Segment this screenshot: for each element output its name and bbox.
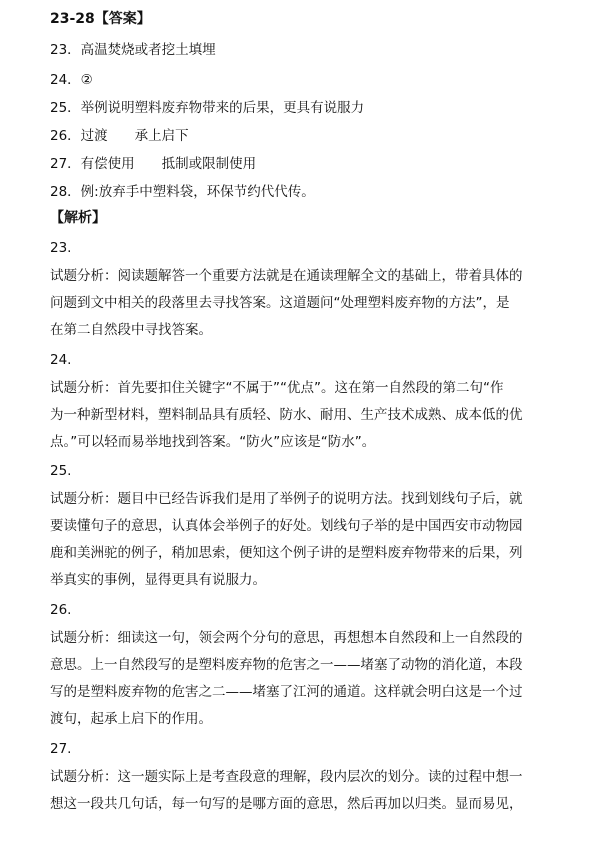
analysis-25-line-1: 试题分析：题目中已经告诉我们是用了举例子的说明方法。找到划线句子后，就 — [50, 491, 523, 507]
answer-28: 28．例:放弃手中塑料袋，环保节约代代传。 — [50, 184, 315, 200]
analysis-25-line-4: 举真实的事例，显得更具有说服力。 — [50, 572, 266, 588]
analysis-24-line-3: 点。”可以轻而易举地找到答案。“防火”应该是“防水”。 — [50, 434, 376, 450]
answer-24: 24．② — [50, 72, 93, 88]
analysis-25-number: 25. — [50, 463, 72, 479]
answer-23: 23．高温焚烧或者挖土填埋 — [50, 42, 216, 58]
analysis-27-line-1: 试题分析：这一题实际上是考查段意的理解，段内层次的划分。读的过程中想一 — [50, 769, 523, 785]
answer-27: 27．有偿使用 抵制或限制使用 — [50, 156, 257, 172]
analysis-24-number: 24. — [50, 352, 72, 368]
analysis-25-line-3: 鹿和美洲驼的例子，稍加思索，便知这个例子讲的是塑料废弃物带来的后果，列 — [50, 545, 523, 561]
analysis-23-line-1: 试题分析：阅读题解答一个重要方法就是在通读理解全文的基础上，带着具体的 — [50, 268, 523, 284]
analysis-26-line-2: 意思。上一自然段写的是塑料废弃物的危害之一——堵塞了动物的消化道，本段 — [50, 657, 523, 673]
answer-25: 25．举例说明塑料废弃物带来的后果，更具有说服力 — [50, 100, 365, 116]
analysis-25-line-2: 要读懂句子的意思，认真体会举例子的好处。划线句子举的是中国西安市动物园 — [50, 518, 523, 534]
analysis-23-line-2: 问题到文中相关的段落里去寻找答案。这道题问“处理塑料废弃物的方法”，是 — [50, 295, 510, 311]
analysis-26-line-4: 渡句，起承上启下的作用。 — [50, 711, 212, 727]
analysis-23-number: 23. — [50, 240, 72, 256]
analysis-26-number: 26. — [50, 602, 72, 618]
analysis-24-line-1: 试题分析：首先要扣住关键字“不属于”“优点”。这在第一自然段的第二句“作 — [50, 380, 504, 396]
analysis-27-line-2: 想这一段共几句话，每一句写的是哪方面的意思，然后再加以归类。显而易见， — [50, 796, 523, 812]
answer-26: 26．过渡 承上启下 — [50, 128, 189, 144]
analysis-header: 【解析】 — [50, 210, 106, 226]
analysis-23-line-3: 在第二自然段中寻找答案。 — [50, 322, 212, 338]
answers-header: 23-28【答案】 — [50, 11, 151, 27]
analysis-26-line-1: 试题分析：细读这一句，领会两个分句的意思，再想想本自然段和上一自然段的 — [50, 630, 523, 646]
analysis-24-line-2: 为一种新型材料，塑料制品具有质轻、防水、耐用、生产技术成熟、成本低的优 — [50, 407, 523, 423]
analysis-26-line-3: 写的是塑料废弃物的危害之二——堵塞了江河的通道。这样就会明白这是一个过 — [50, 684, 523, 700]
analysis-27-number: 27. — [50, 741, 72, 757]
